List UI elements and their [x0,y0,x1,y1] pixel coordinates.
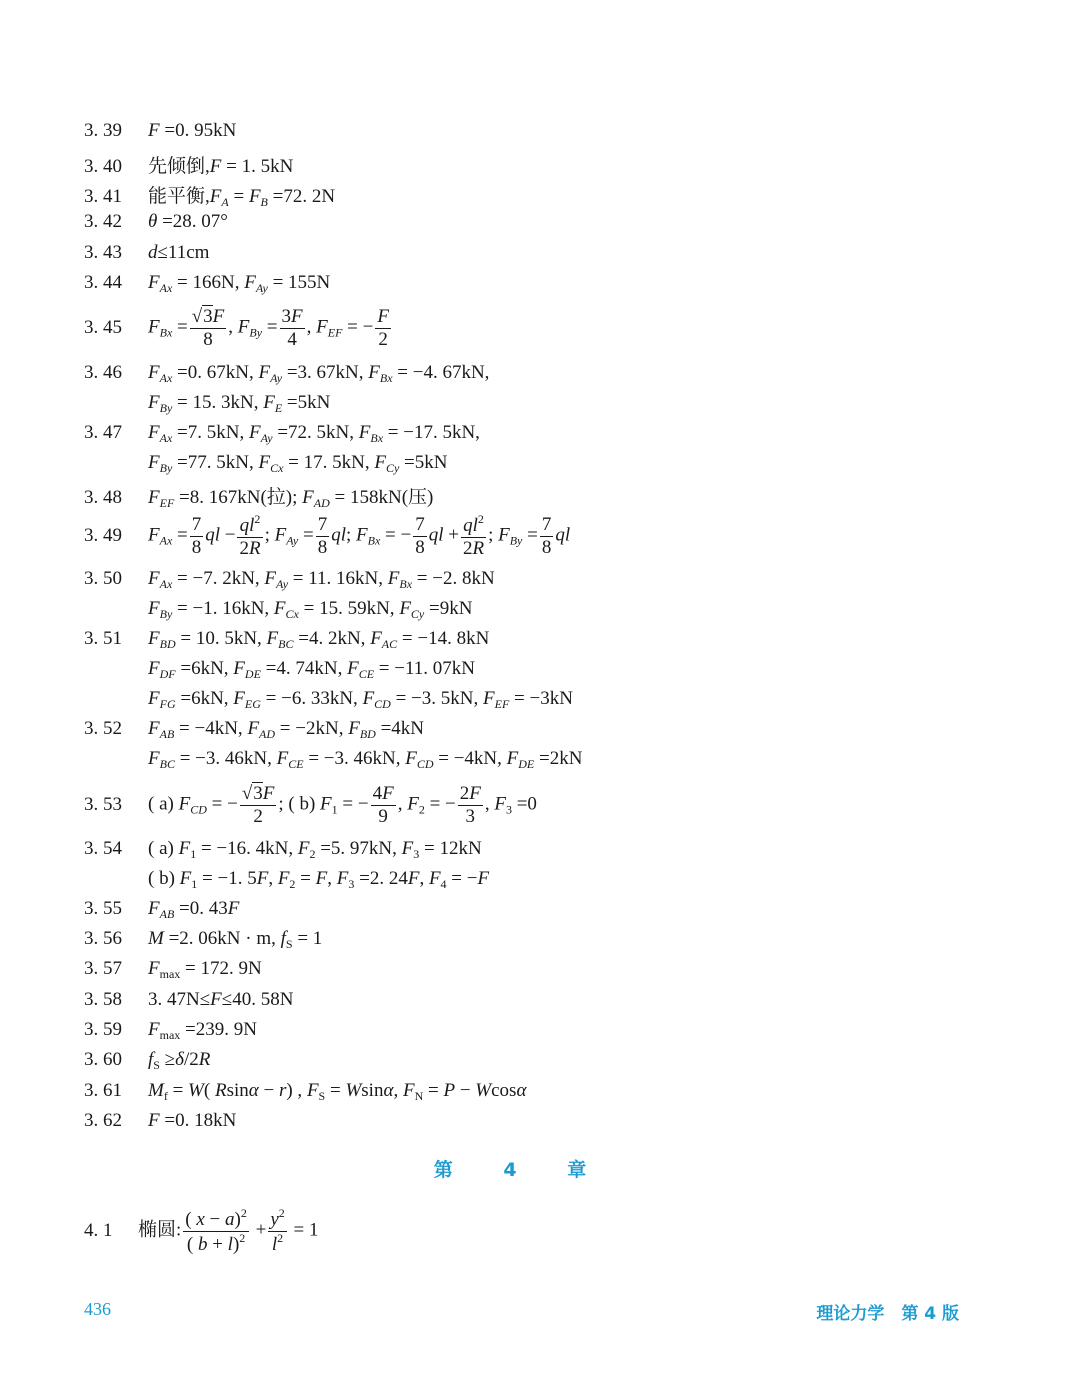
problem-number: 3. 56 [84,928,122,949]
problem-number: 3. 42 [84,211,122,232]
chapter-heading: 第 4 章 [433,1159,609,1181]
problem-number: 3. 52 [84,718,122,739]
answer-3-42: 3. 42 θ =28. 07° [84,211,228,232]
answer-3-52: 3. 52 $F_{AB} = -4kN$, $F_{AD} = -2kN$, $F_{BD} =4kN$ [84,718,424,741]
fraction: $\frac{7}{8}$ [415,514,425,558]
fraction: $\frac{2F}{3}$ [459,783,481,827]
answer-3-49: 3. 49 $F_{Ax}$ = $\frac{7}{8}$ ql − $\frac{ql^2}{2R}$ ; $F_{Ay}$ = $\frac{7}{8}$ ql; $F_{Bx}$ = − $\frac{7}{8}$ ql + $\frac{ql^2}{2R}$ ; $F_{By}$ = $\frac{7}{8}$ ql [84,512,571,559]
answer-3-40: 3. 40 先倾倒,F = 1. 5kN [84,156,294,177]
problem-number: 4. 1 [84,1219,113,1241]
problem-number: 3. 48 [84,487,122,508]
answer-3-57: 3. 57 $F_{max} = 172$. 9N [84,958,262,981]
answer-lead-text: 先倾倒, [148,156,210,177]
problem-number: 3. 40 [84,156,122,177]
problem-number: 3. 50 [84,568,122,589]
answer-3-60: 3. 60 $f_S \ge\delta/2R$ [84,1049,211,1072]
problem-number: 3. 57 [84,958,122,979]
problem-number: 3. 55 [84,898,122,919]
fraction: $\frac{√3F}{8}$ [191,306,225,350]
problem-number: 3. 60 [84,1049,122,1070]
problem-number: 3. 62 [84,1110,122,1131]
problem-number: 3. 47 [84,422,122,443]
problem-number: 3. 43 [84,242,122,263]
fraction: $\frac{F}{2}$ [377,306,389,350]
answer-4-1: 4. 1 椭圆: $\frac{( x - a)^2}{( b + l)^2}$ + $\frac{y^2}{l^2}$ = 1 [84,1206,319,1255]
answer-3-48: 3. 48 $F_{EF} =8$. 167kN(拉); $F_{AD} = 158kN$(压) [84,487,434,510]
answer-3-51-line-3: $F_{FG} =6kN$, $F_{EG} = -6$. 33kN, $F_{CD} = -3$. 5kN, $F_{EF} = -3kN$ [148,688,573,711]
fraction: $\frac{7}{8}$ [541,514,552,558]
problem-number: 3. 41 [84,186,122,207]
answer-3-50: 3. 50 $F_{Ax} = -7$. 2kN, $F_{Ay} = 11$. 16kN, $F_{Bx} = -2$. 8kN [84,568,495,591]
problem-number: 3. 61 [84,1080,122,1101]
fraction: $\frac{7}{8}$ [191,514,202,558]
answer-3-54-line-2: ( b) $F_1 = -1$. 5F, $F_2 = F$, $F_3 =2$. 24F, $F_4 = -F$ [148,868,490,891]
answer-3-62: 3. 62 F =0. 18kN [84,1110,237,1131]
answer-lead-text: 椭圆: [138,1219,182,1241]
answer-3-55: 3. 55 $F_{AB} =0$. 43F [84,898,240,921]
answer-3-45: 3. 45 $F_{Bx}$ = $\frac{√3F}{8}$ , $F_{By}$ = $\frac{3F}{4}$ , $F_{EF}$ = − $\frac{F}{2}$ [84,306,389,350]
problem-number: 3. 45 [84,316,122,338]
fraction: $\frac{ql^2}{2R}$ [462,512,485,559]
answer-3-51: 3. 51 $F_{BD} = 10$. 5kN, $F_{BC} =4$. 2kN, $F_{AC} = -14$. 8kN [84,628,490,651]
fraction: $\frac{4F}{9}$ [372,783,394,827]
answer-3-47-line-2: $F_{By} =77$. 5kN, $F_{Cx} = 17$. 5kN, $F_{Cy} =5kN$ [148,452,448,475]
answer-3-44: 3. 44 $F_{Ax} = 166N$, $F_{Ay} = 155N$ [84,272,331,295]
answer-lead-text: 能平衡, [148,186,210,207]
problem-number: 3. 58 [84,989,122,1010]
answer-3-54: 3. 54 ( a) $F_1 = -16$. 4kN, $F_2 =5$. 97kN, $F_3 = 12kN$ [84,838,482,861]
answer-3-47: 3. 47 $F_{Ax} =7$. 5kN, $F_{Ay} =72$. 5kN, $F_{Bx} = -17$. 5kN, [84,422,480,445]
problem-number: 3. 39 [84,120,122,141]
answer-3-43: 3. 43 d≤11cm [84,242,210,263]
tension-label: (拉) [260,487,293,508]
fraction: $\frac{3F}{4}$ [281,306,303,350]
problem-number: 3. 53 [84,793,122,815]
answer-3-61: 3. 61 $M_f = W$( Rsinα − r) , $F_S = Wsin\alpha$, $F_N = P - Wcos\alpha$ [84,1080,527,1103]
problem-number: 3. 54 [84,838,122,859]
problem-number: 3. 51 [84,628,122,649]
answer-3-46: 3. 46 $F_{Ax} =0$. 67kN, $F_{Ay} =3$. 67kN, $F_{Bx} = -4$. 67kN, [84,362,490,385]
answer-3-56: 3. 56 M =2. 06kN · m, $f_S = 1$ [84,928,323,951]
answer-3-39: 3. 39 F =0. 95kN [84,120,237,141]
book-title: 理论力学 第 4 版 [816,1304,959,1324]
problem-number: 3. 44 [84,272,122,293]
fraction: $\frac{( x - a)^2}{( b + l)^2}$ [185,1206,247,1255]
problem-number: 3. 59 [84,1019,122,1040]
page-number: 436 [84,1299,111,1319]
problem-number: 3. 49 [84,524,122,546]
answer-3-50-line-2: $F_{By} = -1$. 16kN, $F_{Cx} = 15$. 59kN, $F_{Cy} =9kN$ [148,598,473,621]
fraction: $\frac{y^2}{l^2}$ [270,1206,285,1255]
answer-3-52-line-2: $F_{BC} = -3$. 46kN, $F_{CE} = -3$. 46kN, $F_{CD} = -4kN$, $F_{DE} =2kN$ [148,748,583,771]
answer-3-51-line-2: $F_{DF} =6kN$, $F_{DE} =4$. 74kN, $F_{CE} = -11$. 07kN [148,658,475,681]
problem-number: 3. 46 [84,362,122,383]
fraction: $\frac{7}{8}$ [317,514,328,558]
answer-3-58: 3. 58 3. 47N≤F≤40. 58N [84,989,294,1010]
compression-label: (压) [401,487,434,508]
answer-3-46-line-2: $F_{By} = 15$. 3kN, $F_E =5kN$ [148,392,331,415]
answer-3-59: 3. 59 $F_{max} =239$. 9N [84,1019,257,1042]
fraction: $\frac{ql^2}{2R}$ [239,512,261,559]
answer-3-53: 3. 53 ( a) $F_{CD}$ = − $\frac{√3F}{2}$ ; ( b) $F_1$ = − $\frac{4F}{9}$ , $F_2$ = − $\frac{2F}{3}$ , $F_3 =0$ [84,783,537,827]
fraction: $\frac{√3F}{2}$ [241,783,275,827]
answer-3-41: 3. 41 能平衡$,F_A = F_B =72$. 2N [84,186,336,209]
